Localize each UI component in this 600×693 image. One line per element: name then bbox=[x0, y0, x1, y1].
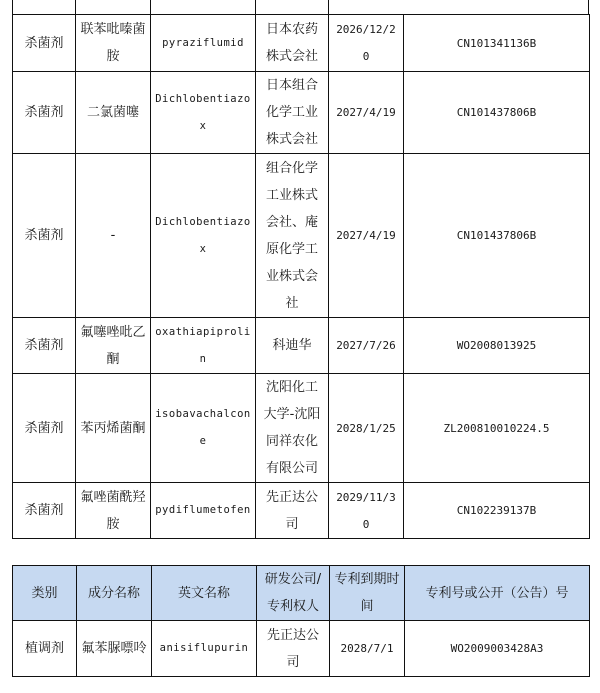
company-cell: 先正达公司 bbox=[257, 621, 330, 677]
company-cell: 科迪华 bbox=[256, 318, 329, 374]
header-patent: 专利号或公开（公告）号 bbox=[405, 566, 590, 621]
patent-cell: CN102239137B bbox=[404, 483, 590, 539]
cn-name-cell: 氟噻唑吡乙酮 bbox=[76, 318, 151, 374]
company-cell: 先正达公司 bbox=[256, 483, 329, 539]
en-name-cell: pydiflumetofen bbox=[151, 483, 256, 539]
cn-name-cell: - bbox=[76, 154, 151, 318]
cn-name-cell: 氟唑菌酰羟胺 bbox=[76, 483, 151, 539]
table-border-stub bbox=[255, 0, 256, 14]
cn-name-cell: 氟苯脲嘌呤 bbox=[77, 621, 152, 677]
header-expiry: 专利到期时间 bbox=[330, 566, 405, 621]
company-cell: 组合化学工业株式会社、庵原化学工业株式会社 bbox=[256, 154, 329, 318]
expiry-cell: 2027/4/19 bbox=[329, 72, 404, 154]
en-name-cell: Dichlobentiazox bbox=[151, 72, 256, 154]
expiry-cell: 2028/1/25 bbox=[329, 374, 404, 483]
cn-name-cell: 二氯菌噻 bbox=[76, 72, 151, 154]
cn-name-cell: 联苯吡嗪菌胺 bbox=[76, 15, 151, 72]
company-cell: 日本组合化学工业株式会社 bbox=[256, 72, 329, 154]
expiry-cell: 2028/7/1 bbox=[330, 621, 405, 677]
patent-cell: CN101437806B bbox=[404, 154, 590, 318]
table-row bbox=[13, 374, 590, 483]
header-company: 研发公司/专利权人 bbox=[257, 566, 330, 621]
company-cell: 日本农药株式会社 bbox=[256, 15, 329, 72]
table-border-stub bbox=[328, 0, 329, 14]
header-category: 类别 bbox=[13, 566, 77, 621]
expiry-cell: 2026/12/20 bbox=[329, 15, 404, 72]
table-row bbox=[13, 318, 590, 374]
table-border-stub bbox=[75, 0, 76, 14]
category-cell: 杀菌剂 bbox=[13, 483, 76, 539]
en-name-cell: isobavachalcone bbox=[151, 374, 256, 483]
header-cn-name: 成分名称 bbox=[77, 566, 152, 621]
expiry-cell: 2029/11/30 bbox=[329, 483, 404, 539]
table-row bbox=[13, 483, 590, 539]
en-name-cell: oxathiapiprolin bbox=[151, 318, 256, 374]
table-border-stub bbox=[150, 0, 151, 14]
table-header-row bbox=[13, 566, 590, 621]
patent-cell: CN101437806B bbox=[404, 72, 590, 154]
header-en-name: 英文名称 bbox=[152, 566, 257, 621]
patent-cell: WO2008013925 bbox=[404, 318, 590, 374]
patent-cell: WO2009003428A3 bbox=[405, 621, 590, 677]
table-border-stub bbox=[588, 0, 589, 14]
company-cell: 沈阳化工大学-沈阳同祥农化有限公司 bbox=[256, 374, 329, 483]
en-name-cell: pyraziflumid bbox=[151, 15, 256, 72]
category-cell: 杀菌剂 bbox=[13, 318, 76, 374]
expiry-cell: 2027/4/19 bbox=[329, 154, 404, 318]
patent-cell: ZL200810010224.5 bbox=[404, 374, 590, 483]
plant-growth-regulator-table bbox=[12, 565, 590, 677]
table-row bbox=[13, 72, 590, 154]
cn-name-cell: 苯丙烯菌酮 bbox=[76, 374, 151, 483]
table-border-stub bbox=[12, 0, 13, 14]
category-cell: 杀菌剂 bbox=[13, 72, 76, 154]
expiry-cell: 2027/7/26 bbox=[329, 318, 404, 374]
category-cell: 杀菌剂 bbox=[13, 15, 76, 72]
category-cell: 杀菌剂 bbox=[13, 374, 76, 483]
table-row bbox=[13, 15, 590, 72]
category-cell: 杀菌剂 bbox=[13, 154, 76, 318]
category-cell: 植调剂 bbox=[13, 621, 77, 677]
table-row bbox=[13, 154, 590, 318]
en-name-cell: anisiflupurin bbox=[152, 621, 257, 677]
pesticide-patent-table bbox=[12, 14, 590, 539]
en-name-cell: Dichlobentiazox bbox=[151, 154, 256, 318]
table-row bbox=[13, 621, 590, 677]
patent-cell: CN101341136B bbox=[404, 15, 590, 72]
